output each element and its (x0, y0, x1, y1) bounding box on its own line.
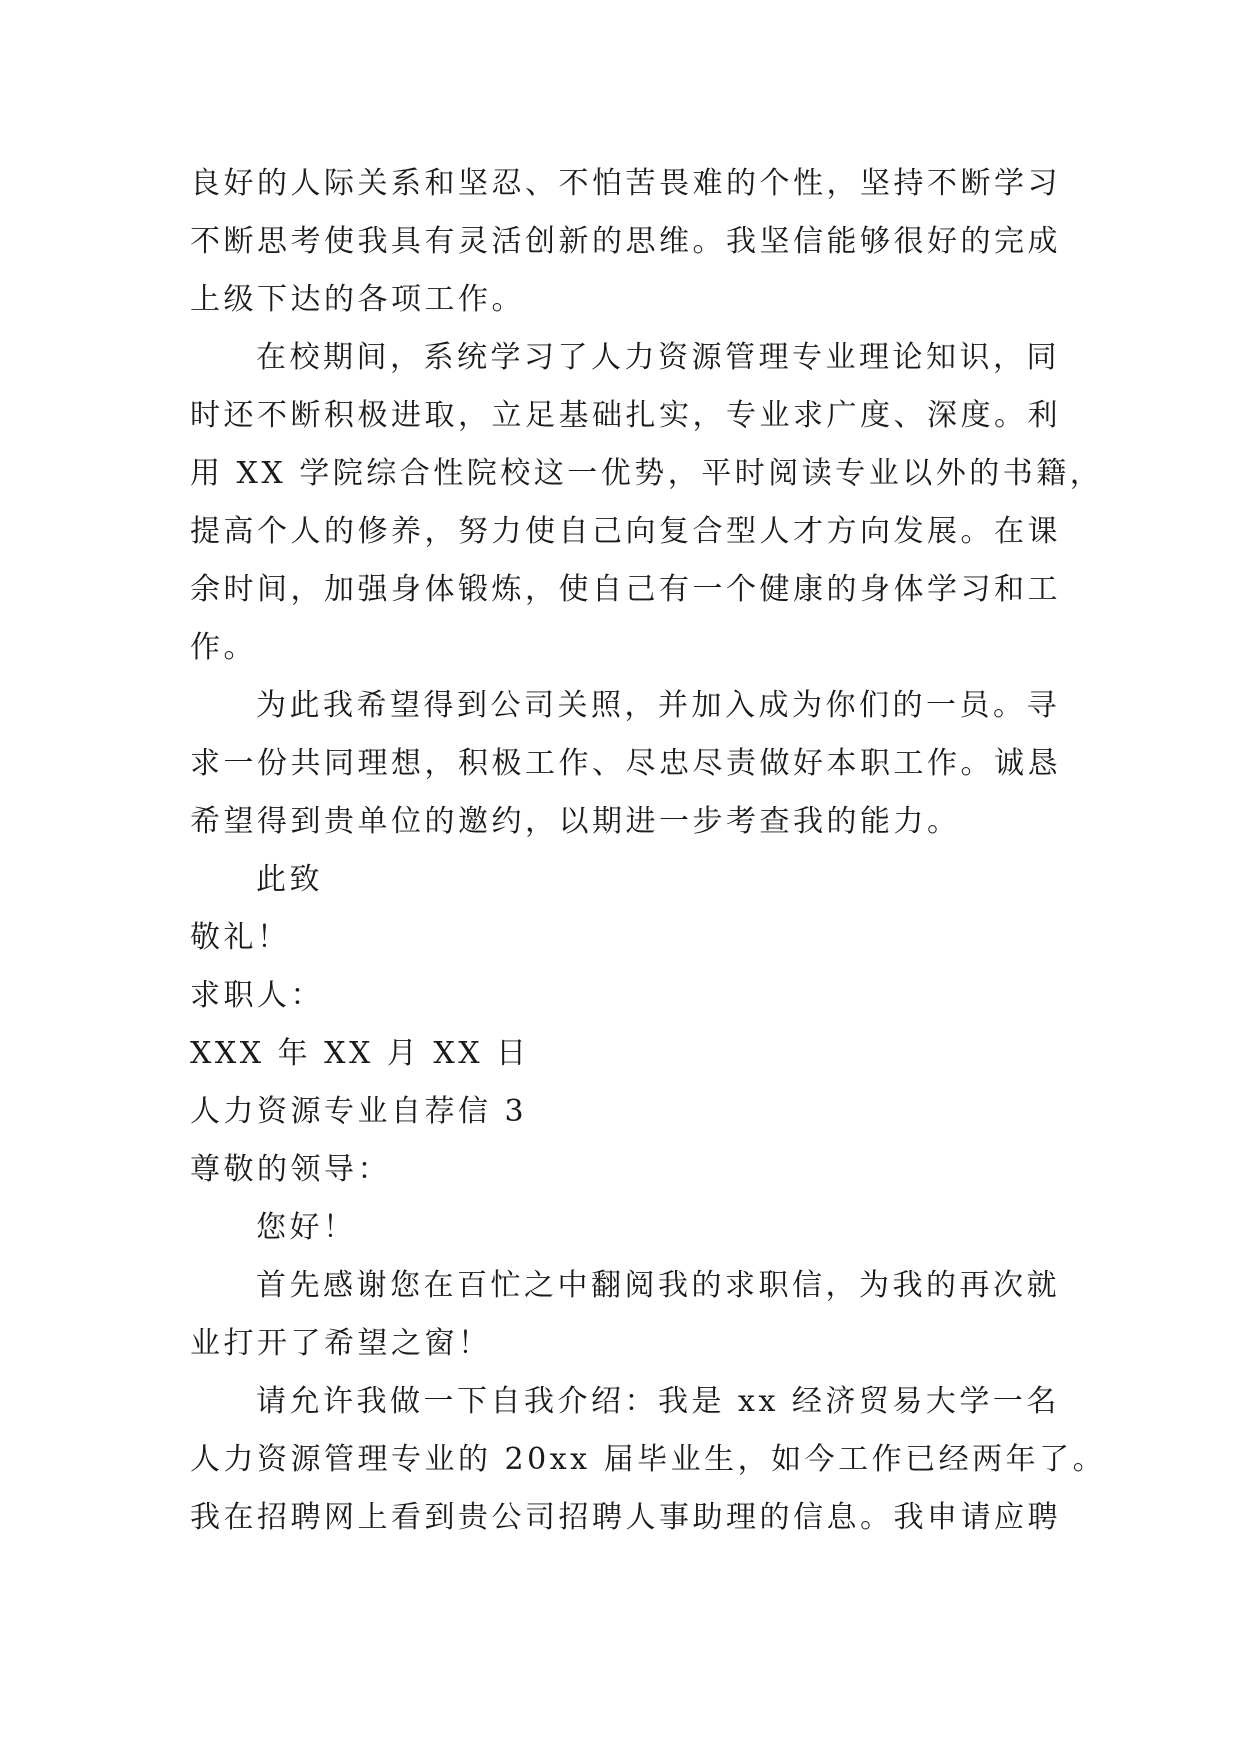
document-body (190, 155, 1107, 1547)
text-line: 首先感谢您在百忙之中翻阅我的求职信，为我的再次就 (256, 1268, 1060, 1303)
paragraph (190, 1199, 1060, 1257)
paragraph (190, 1373, 1107, 1547)
text-line: 为此我希望得到公司关照，并加入成为你们的一员。寻 (256, 688, 1060, 723)
text-line: 作。 (190, 630, 257, 665)
text-line: 求职人： (190, 978, 324, 1013)
text-line: 提高个人的修养，努力使自己向复合型人才方向发展。在课 (190, 514, 1061, 549)
paragraph (190, 677, 1060, 851)
paragraph (190, 909, 1060, 967)
text-line: 您好！ (256, 1210, 357, 1245)
paragraph (190, 1257, 1060, 1373)
text-line: 人力资源专业自荐信 3 (190, 1094, 528, 1129)
text-line: 我在招聘网上看到贵公司招聘人事助理的信息。我申请应聘 (190, 1500, 1061, 1535)
text-line: 用 XX 学院综合性院校这一优势，平时阅读专业以外的书籍， (190, 456, 1104, 491)
text-line: 不断思考使我具有灵活创新的思维。我坚信能够很好的完成 (190, 224, 1061, 259)
text-line: XXX 年 XX 月 XX 日 (190, 1036, 530, 1071)
text-line: 良好的人际关系和坚忍、不怕苦畏难的个性，坚持不断学习 (190, 166, 1061, 201)
text-line: 敬礼！ (190, 920, 291, 955)
text-line: 上级下达的各项工作。 (190, 282, 525, 317)
text-line: 人力资源管理专业的 20xx 届毕业生，如今工作已经两年了。 (190, 1442, 1107, 1477)
paragraph (190, 1141, 1060, 1199)
paragraph (190, 329, 1104, 677)
paragraph (190, 155, 1060, 329)
paragraph (190, 1025, 1060, 1083)
text-line: 余时间，加强身体锻炼，使自己有一个健康的身体学习和工 (190, 572, 1061, 607)
text-line: 时还不断积极进取，立足基础扎实，专业求广度、深度。利 (190, 398, 1061, 433)
paragraph (190, 851, 1060, 909)
text-line: 求一份共同理想，积极工作、尽忠尽责做好本职工作。诚恳 (190, 746, 1061, 781)
paragraph (190, 1083, 1060, 1141)
text-line: 希望得到贵单位的邀约，以期进一步考查我的能力。 (190, 804, 961, 839)
text-line: 尊敬的领导： (190, 1152, 391, 1187)
text-line: 业打开了希望之窗！ (190, 1326, 492, 1361)
text-line: 此致 (256, 862, 323, 897)
paragraph (190, 967, 1060, 1025)
text-line: 请允许我做一下自我介绍：我是 xx 经济贸易大学一名 (256, 1384, 1060, 1419)
text-line: 在校期间，系统学习了人力资源管理专业理论知识，同 (256, 340, 1060, 375)
